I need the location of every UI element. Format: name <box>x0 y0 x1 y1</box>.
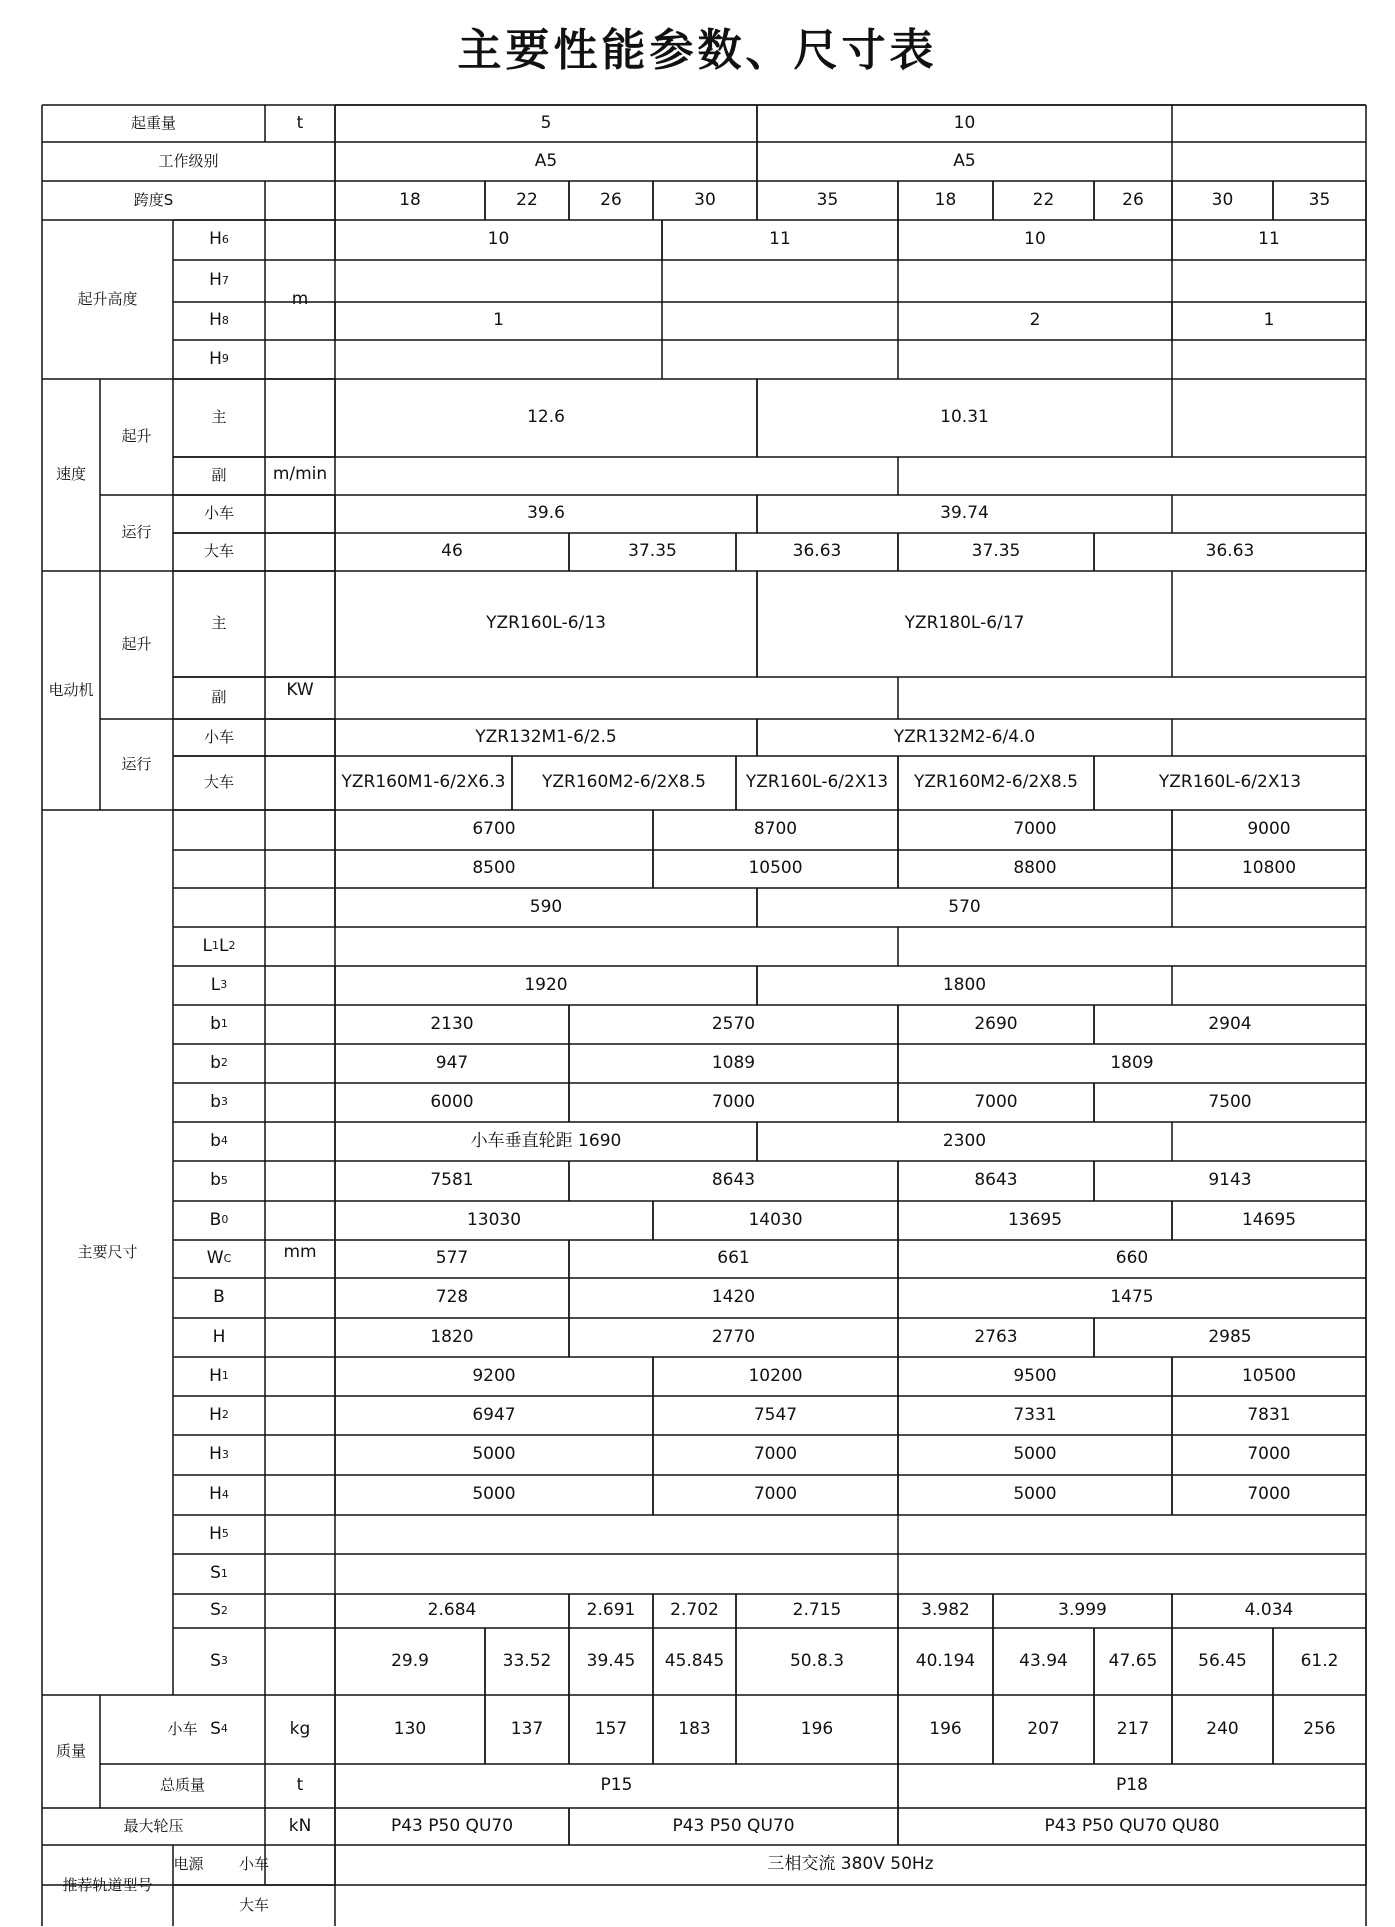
span-value: 18 <box>934 189 957 210</box>
max-wheel-load-label: 最大轮压 <box>123 1816 184 1835</box>
crane-speed-value: 46 <box>441 541 463 562</box>
total-mass-value: 33.52 <box>502 1650 552 1671</box>
h8-value: 2 <box>1029 310 1041 331</box>
mass-unit-t: t <box>296 1775 304 1796</box>
wheel-load-unit: kN <box>288 1815 312 1836</box>
lift-height-label: 起升高度 <box>77 289 138 308</box>
param-symbol: H 3 <box>209 1444 229 1465</box>
rail-trolley-value: P18 <box>1116 1775 1148 1796</box>
param-symbol: B <box>213 1287 225 1308</box>
param-symbol: S 2 <box>210 1600 228 1621</box>
speed-unit: m/min <box>272 464 328 485</box>
rail-trolley-label: 小车 <box>238 1855 269 1874</box>
h4-value: 9200 <box>472 1365 516 1386</box>
h2-value: 1420 <box>711 1287 756 1308</box>
param-symbol: b 5 <box>210 1170 228 1191</box>
h8-value: 1 <box>493 310 504 331</box>
h-value: 13695 <box>1007 1209 1063 1230</box>
crane-speed-value: 37.35 <box>971 541 1021 562</box>
wheel-load-value: 256 <box>1303 1718 1336 1739</box>
h6-value: 10 <box>1024 229 1046 250</box>
lift-main-speed-value: 10.31 <box>940 407 989 428</box>
mass-label: 质量 <box>55 1741 86 1760</box>
l1l2-value: 9000 <box>1247 819 1291 840</box>
trolley-mass-value: 2.691 <box>586 1600 636 1621</box>
param-symbol: b 4 <box>210 1130 228 1151</box>
l3-value: 8500 <box>472 858 516 879</box>
s1-value: 7000 <box>753 1444 798 1465</box>
l1l2-value: 6700 <box>472 819 516 840</box>
span-label: 跨度S <box>133 190 174 209</box>
span-value: 26 <box>1122 189 1144 210</box>
b5-value: 1089 <box>711 1052 756 1073</box>
h-value: 14695 <box>1241 1209 1297 1230</box>
wc-value: 小车垂直轮距 1690 <box>470 1130 622 1151</box>
h3-value: 1820 <box>430 1326 474 1347</box>
param-symbol: S 3 <box>210 1650 228 1671</box>
total-mass-label: 总质量 <box>159 1776 205 1795</box>
param-symbol: S 4 <box>210 1718 228 1739</box>
wheel-load-value: 207 <box>1027 1718 1060 1739</box>
motor-lift-main-value: YZR160L-6/13 <box>486 613 606 634</box>
motor-crane-value: YZR160L-6/2X13 <box>745 772 889 793</box>
work-class-label: 工作级别 <box>158 151 219 170</box>
work-class-value: A5 <box>534 150 558 171</box>
b0-value: 7000 <box>974 1091 1018 1112</box>
l3-value: 10800 <box>1241 858 1297 879</box>
h3-value: 2763 <box>974 1326 1018 1347</box>
b4-value: 2690 <box>974 1013 1018 1034</box>
wheel-load-value: 240 <box>1206 1718 1239 1739</box>
wheel-load-value: 130 <box>393 1718 427 1739</box>
b5-value: 947 <box>435 1052 469 1073</box>
span-value: 30 <box>1211 189 1234 210</box>
param-symbol: H 4 <box>209 1484 229 1505</box>
capacity-value: 10 <box>953 112 976 133</box>
h-value: 14030 <box>748 1209 803 1230</box>
motor-crane-value: YZR160L-6/2X13 <box>1158 772 1302 793</box>
b4-value: 2570 <box>711 1013 756 1034</box>
rail-crane-value: P43 P50 QU70 QU80 <box>1044 1815 1220 1836</box>
h6-value: 11 <box>1258 229 1280 250</box>
param-symbol: H 5 <box>209 1523 229 1544</box>
b3-value: 1920 <box>524 974 568 995</box>
b0-value: 6000 <box>430 1091 474 1112</box>
h5-value: 7831 <box>1247 1404 1291 1425</box>
param-symbol: S 1 <box>210 1563 228 1584</box>
b-value: 8643 <box>711 1170 756 1191</box>
span-value: 35 <box>816 189 839 210</box>
b5-value: 1809 <box>1110 1052 1154 1073</box>
h6-value: 11 <box>769 229 791 250</box>
param-symbol: L 3 <box>210 974 228 995</box>
param-symbol: H 2 <box>209 1404 229 1425</box>
crane-speed-value: 37.35 <box>628 541 677 562</box>
lift-height-unit: m <box>291 288 309 309</box>
h5-value: 7331 <box>1013 1404 1057 1425</box>
span-value: 18 <box>399 189 421 210</box>
motor-lifting-label: 起升 <box>121 635 152 654</box>
total-mass-value: 43.94 <box>1019 1650 1068 1671</box>
main-dims-unit: mm <box>283 1241 317 1262</box>
span-value: 22 <box>516 189 538 210</box>
h4-value: 10500 <box>1241 1365 1297 1386</box>
trolley-mass-value: 3.982 <box>921 1600 970 1621</box>
param-symbol: H 1 <box>209 1365 229 1386</box>
h2-value: 728 <box>435 1287 469 1308</box>
trolley-speed-value: 39.6 <box>527 503 565 524</box>
b1-value: 570 <box>948 896 981 917</box>
h5-value: 7547 <box>753 1404 798 1425</box>
param-symbol: b 2 <box>210 1052 228 1073</box>
param-symbol: H <box>212 1326 226 1347</box>
work-class-value: A5 <box>953 150 976 171</box>
h3-value: 2985 <box>1208 1326 1252 1347</box>
l3-value: 10500 <box>748 858 803 879</box>
speed-travel-label: 运行 <box>121 523 152 542</box>
total-mass-value: 56.45 <box>1198 1650 1247 1671</box>
motor-crane-value: YZR160M2-6/2X8.5 <box>914 772 1078 793</box>
l1l2-value: 7000 <box>1013 819 1057 840</box>
b3-value: 1800 <box>942 974 987 995</box>
speed-crane-label: 大车 <box>203 542 234 561</box>
speed-trolley-label: 小车 <box>203 504 234 523</box>
wheel-load-value: 183 <box>678 1718 711 1739</box>
crane-speed-value: 36.63 <box>792 541 842 562</box>
motor-aux-label: 副 <box>211 688 227 707</box>
h5-value: 6947 <box>472 1404 516 1425</box>
crane-speed-value: 36.63 <box>1205 541 1255 562</box>
span-value: 26 <box>600 189 622 210</box>
b0-value: 7500 <box>1208 1091 1252 1112</box>
h3-value: 2770 <box>711 1326 756 1347</box>
motor-crane-value: YZR160M1-6/2X6.3 <box>341 772 506 793</box>
h1-value: 661 <box>717 1248 750 1269</box>
param-symbol: W C <box>206 1248 232 1269</box>
total-mass-value: 39.45 <box>586 1650 636 1671</box>
param-symbol: b 3 <box>210 1091 228 1112</box>
h8-value: 1 <box>1263 310 1275 331</box>
motor-lift-main-value: YZR180L-6/17 <box>904 613 1025 634</box>
l1l2-value: 8700 <box>753 819 798 840</box>
s1-value: 5000 <box>1013 1444 1057 1465</box>
h6-value: 10 <box>487 229 510 250</box>
h-value: 13030 <box>466 1209 522 1230</box>
h4-value: 10200 <box>748 1365 803 1386</box>
power-label: 电源 <box>173 1855 204 1874</box>
trolley-speed-value: 39.74 <box>940 503 989 524</box>
b4-value: 2130 <box>430 1013 474 1034</box>
h1-value: 660 <box>1115 1248 1149 1269</box>
lift-main-speed-value: 12.6 <box>527 407 565 428</box>
rail-crane-value: P43 P50 QU70 <box>672 1815 795 1836</box>
span-value: 35 <box>1308 189 1331 210</box>
motor-unit: KW <box>286 679 314 700</box>
capacity-label: 起重量 <box>130 113 176 132</box>
capacity-unit: t <box>296 112 304 133</box>
b4-value: 2904 <box>1208 1013 1252 1034</box>
wheel-load-value: 196 <box>800 1718 834 1739</box>
param-symbol: H 9 <box>209 348 229 369</box>
s2-value: 5000 <box>1013 1484 1057 1505</box>
b-value: 9143 <box>1208 1170 1252 1191</box>
page-title: 主要性能参数、尺寸表 <box>457 25 938 76</box>
param-symbol: H 7 <box>209 270 229 291</box>
capacity-value: 5 <box>540 112 552 133</box>
wc-value: 2300 <box>942 1130 987 1151</box>
b-value: 7581 <box>430 1170 474 1191</box>
b0-value: 7000 <box>711 1091 756 1112</box>
b1-value: 590 <box>529 896 563 917</box>
motor-trolley-value: YZR132M2-6/4.0 <box>893 726 1036 747</box>
trolley-mass-value: 4.034 <box>1244 1600 1294 1621</box>
l3-value: 8800 <box>1013 858 1057 879</box>
param-symbol: L 1 L 2 <box>202 935 236 956</box>
s2-value: 5000 <box>472 1484 516 1505</box>
s1-value: 5000 <box>472 1444 516 1465</box>
trolley-mass-value: 3.999 <box>1058 1600 1107 1621</box>
wheel-load-value: 137 <box>510 1718 544 1739</box>
speed-main-label: 主 <box>211 408 227 427</box>
s2-value: 7000 <box>1247 1484 1291 1505</box>
param-symbol: b 1 <box>210 1013 228 1034</box>
param-symbol: B 0 <box>209 1209 229 1230</box>
wheel-load-value: 196 <box>929 1718 962 1739</box>
h2-value: 1475 <box>1110 1287 1154 1308</box>
b-value: 8643 <box>974 1170 1018 1191</box>
rail-trolley-value: P15 <box>600 1775 633 1796</box>
rail-label: 推荐轨道型号 <box>62 1876 153 1895</box>
h4-value: 9500 <box>1013 1365 1057 1386</box>
total-mass-value: 47.65 <box>1108 1650 1158 1671</box>
span-value: 30 <box>694 189 716 210</box>
wheel-load-value: 217 <box>1116 1718 1150 1739</box>
motor-crane-value: YZR160M2-6/2X8.5 <box>542 772 706 793</box>
speed-aux-label: 副 <box>211 466 227 485</box>
total-mass-value: 45.845 <box>664 1650 725 1671</box>
rail-crane-label: 大车 <box>238 1896 269 1915</box>
speed-label: 速度 <box>55 465 86 484</box>
span-value: 22 <box>1032 189 1055 210</box>
power-value: 三相交流 380V 50Hz <box>767 1854 934 1875</box>
total-mass-value: 40.194 <box>915 1650 976 1671</box>
motor-trolley-label: 小车 <box>203 727 234 746</box>
wheel-load-value: 157 <box>594 1718 628 1739</box>
main-dims-label: 主要尺寸 <box>77 1242 138 1261</box>
s1-value: 7000 <box>1247 1444 1291 1465</box>
rail-crane-value: P43 P50 QU70 <box>390 1815 514 1836</box>
s2-value: 7000 <box>753 1484 798 1505</box>
param-symbol: H 6 <box>209 229 229 250</box>
mass-trolley-label: 小车 <box>167 1719 198 1738</box>
motor-label: 电动机 <box>48 680 94 699</box>
motor-travel-label: 运行 <box>121 754 152 773</box>
motor-crane-label: 大车 <box>203 773 234 792</box>
motor-trolley-value: YZR132M1-6/2.5 <box>475 726 617 747</box>
h1-value: 577 <box>435 1248 469 1269</box>
speed-lifting-label: 起升 <box>121 427 152 446</box>
total-mass-value: 61.2 <box>1300 1650 1339 1671</box>
trolley-mass-value: 2.702 <box>670 1600 719 1621</box>
mass-unit-kg: kg <box>289 1718 311 1739</box>
total-mass-value: 50.8.3 <box>789 1650 845 1671</box>
total-mass-value: 29.9 <box>391 1650 429 1671</box>
trolley-mass-value: 2.684 <box>427 1600 477 1621</box>
trolley-mass-value: 2.715 <box>792 1600 842 1621</box>
param-symbol: H 8 <box>209 310 229 331</box>
motor-main-label: 主 <box>211 614 227 633</box>
